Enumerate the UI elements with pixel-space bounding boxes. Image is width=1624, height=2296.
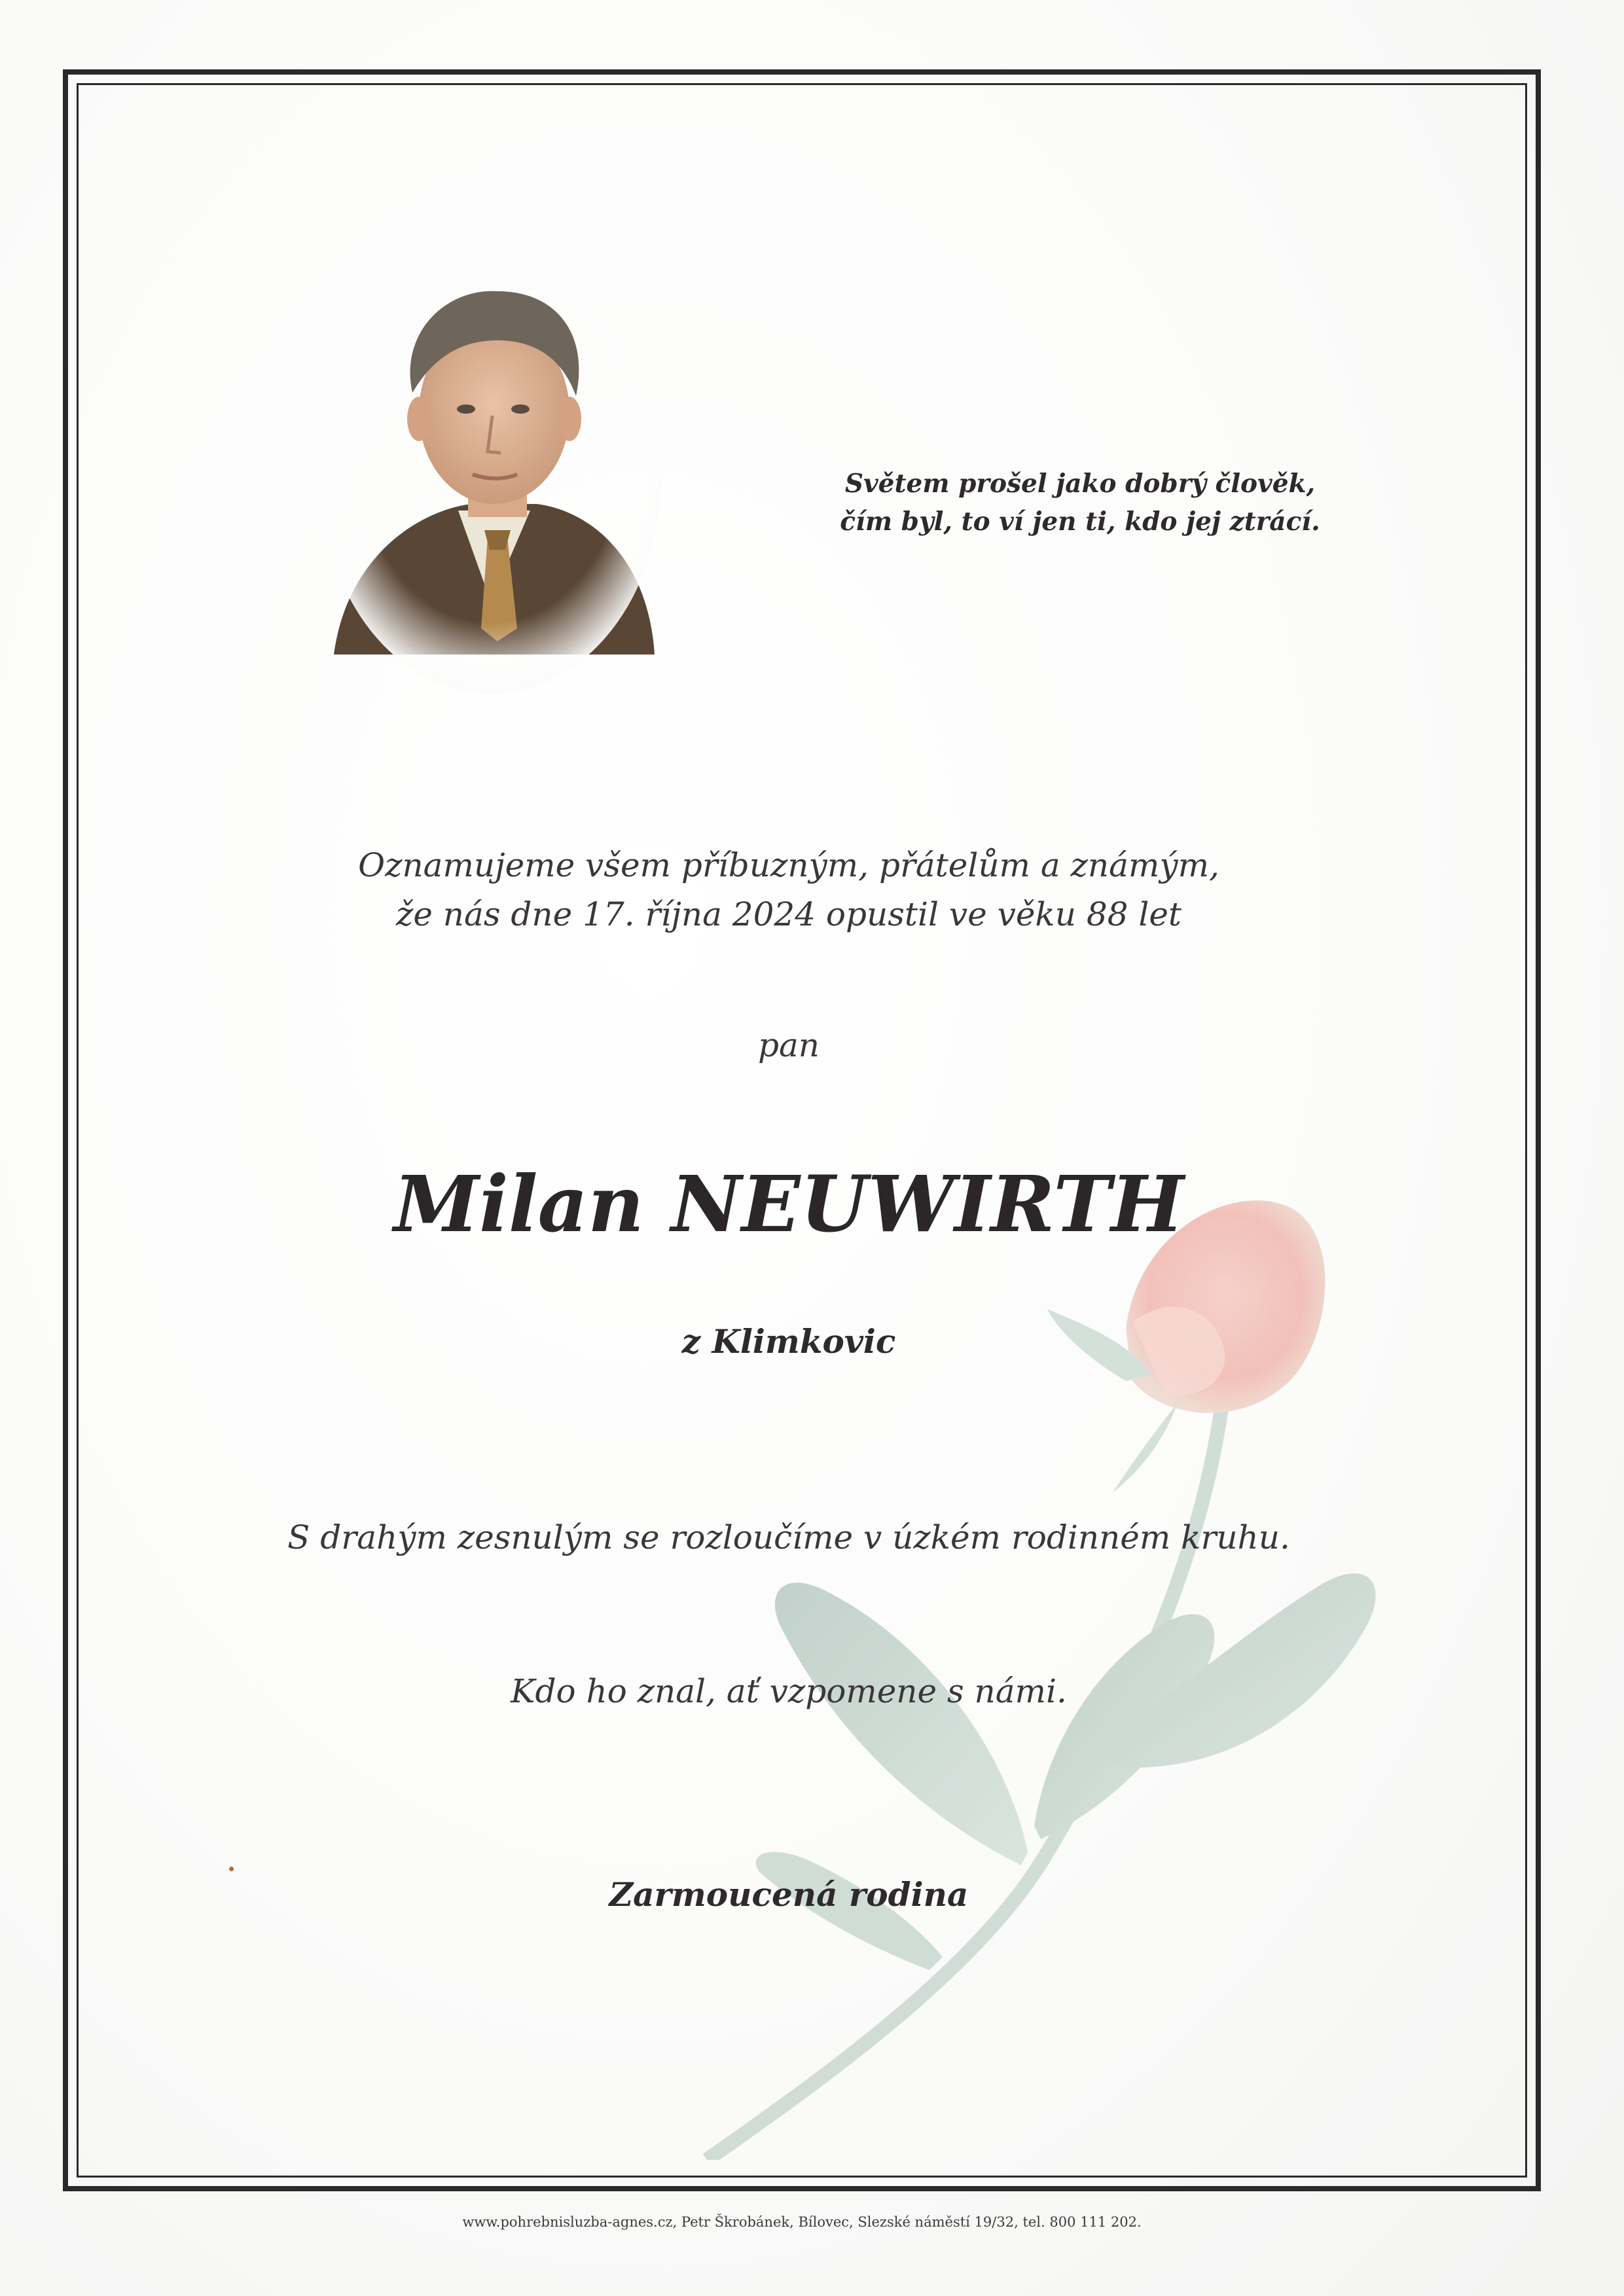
family-signature: Zarmoucená rodina	[609, 1875, 969, 1914]
motto-line-2: čím byl, to ví jen ti, kdo jej ztrácí.	[840, 507, 1320, 537]
hometown: z Klimkovic	[681, 1322, 896, 1361]
deceased-name: Milan NEUWIRTH	[393, 1158, 1184, 1249]
motto-line-1: Světem prošel jako dobrý člověk,	[844, 469, 1316, 499]
rose-illustration	[471, 1165, 1453, 2160]
honorific: pan	[757, 1026, 820, 1064]
farewell-notice: S drahým zesnulým se rozloučíme v úzkém rodinném kruhu.	[287, 1518, 1290, 1556]
paper-speck	[229, 1867, 234, 1871]
announcement-line-2: že nás dne 17. října 2024 opustil ve věku 88 let	[395, 895, 1182, 933]
announcement	[196, 841, 1381, 939]
remembrance-line: Kdo ho znal, ať vzpomene s námi.	[511, 1672, 1067, 1710]
motto-verse	[785, 465, 1375, 541]
funeral-service-footer: www.pohrebnisluzba-agnes.cz, Petr Škrobánek, Bílovec, Slezské náměstí 19/32, tel. 800 111 202.	[462, 2214, 1142, 2230]
announcement-line-1: Oznamujeme všem příbuzným, přátelům a známým,	[358, 846, 1219, 884]
portrait-photo	[321, 262, 661, 694]
